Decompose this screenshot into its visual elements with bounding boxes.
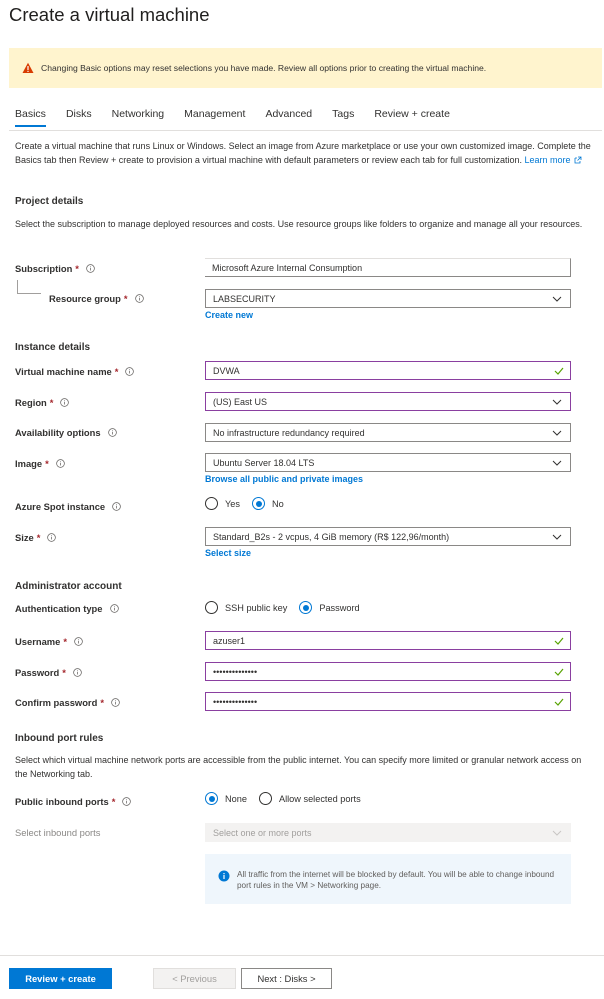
- chevron-down-icon: [552, 532, 562, 542]
- info-icon[interactable]: [47, 533, 56, 542]
- browse-images-link[interactable]: Browse all public and private images: [205, 474, 364, 484]
- info-filled-icon: [218, 870, 230, 882]
- learn-more-link[interactable]: Learn more: [525, 155, 582, 165]
- inbound-rules-desc: Select which virtual machine network ports are accessible from the public internet. You can specify more limited or granular network access on the Networking tab.: [15, 755, 582, 779]
- username-input[interactable]: azuser1: [205, 631, 571, 650]
- info-icon[interactable]: [108, 428, 117, 437]
- confirm-password-label: Confirm password *: [15, 695, 120, 709]
- chevron-down-icon: [552, 828, 562, 838]
- password-input[interactable]: ••••••••••••••: [205, 662, 571, 681]
- spot-no-radio[interactable]: [252, 497, 265, 510]
- chevron-down-icon: [552, 428, 562, 438]
- tab-networking[interactable]: Networking: [111, 108, 165, 120]
- resource-group-label: Resource group *: [49, 291, 144, 305]
- tab-disks[interactable]: Disks: [65, 108, 92, 120]
- warning-icon: [22, 62, 34, 74]
- username-label: Username *: [15, 634, 83, 648]
- ports-allow-label: Allow selected ports: [278, 793, 361, 804]
- previous-button[interactable]: < Previous: [153, 968, 236, 989]
- tab-tags[interactable]: Tags: [332, 108, 355, 120]
- info-icon[interactable]: [112, 502, 121, 511]
- region-label: Region *: [15, 395, 69, 409]
- info-icon[interactable]: [60, 398, 69, 407]
- vm-name-input[interactable]: DVWA: [205, 361, 571, 380]
- chevron-down-icon: [552, 458, 562, 468]
- warning-text: Changing Basic options may reset selections you have made. Review all options prior to creating the virtual machine.: [41, 63, 487, 73]
- footer-divider: [0, 955, 604, 956]
- password-label: Password *: [15, 665, 82, 679]
- project-details-title: Project details: [15, 196, 84, 207]
- page-title: Create a virtual machine: [9, 4, 210, 25]
- info-icon[interactable]: [122, 797, 131, 806]
- auth-radio-group: [205, 601, 372, 614]
- resource-group-select[interactable]: LABSECURITY: [205, 289, 571, 308]
- ports-allow-radio[interactable]: [259, 792, 272, 805]
- public-ports-label: Public inbound ports *: [15, 794, 131, 808]
- tab-divider: [9, 130, 602, 131]
- image-label: Image *: [15, 456, 65, 470]
- info-icon[interactable]: [110, 604, 119, 613]
- tab-basics[interactable]: Basics: [15, 108, 46, 130]
- availability-label: Availability options: [15, 425, 117, 439]
- size-label: Size *: [15, 530, 56, 544]
- chevron-down-icon: [552, 294, 562, 304]
- auth-ssh-radio[interactable]: [205, 601, 218, 614]
- select-ports-dropdown[interactable]: Select one or more ports: [205, 823, 571, 842]
- tab-management[interactable]: Management: [184, 108, 246, 120]
- availability-select[interactable]: No infrastructure redundancy required: [205, 423, 571, 442]
- select-size-link[interactable]: Select size: [205, 548, 252, 558]
- info-icon[interactable]: [135, 294, 144, 303]
- chevron-down-icon: [552, 397, 562, 407]
- next-disks-button[interactable]: Next : Disks >: [241, 968, 332, 989]
- project-details-desc: Select the subscription to manage deployed resources and costs. Use resource groups like folders to organize and manage all your resources.: [15, 219, 583, 229]
- create-new-link[interactable]: Create new: [205, 310, 254, 320]
- instance-details-title: Instance details: [15, 342, 91, 353]
- check-icon: [554, 636, 564, 646]
- info-icon[interactable]: [74, 637, 83, 646]
- tab-bar: [15, 108, 470, 130]
- inbound-rules-title: Inbound port rules: [15, 733, 104, 744]
- ports-none-radio[interactable]: [205, 792, 218, 805]
- tab-advanced[interactable]: Advanced: [265, 108, 313, 120]
- info-box: [205, 854, 571, 904]
- review-create-button[interactable]: Review + create: [9, 968, 112, 989]
- auth-password-label: Password: [319, 602, 360, 613]
- tab-review-create[interactable]: Review + create: [374, 108, 450, 120]
- check-icon: [554, 667, 564, 677]
- warning-banner: [9, 48, 602, 88]
- ports-none-label: None: [225, 793, 247, 804]
- spot-yes-label: Yes: [225, 498, 240, 509]
- confirm-password-input[interactable]: ••••••••••••••: [205, 692, 571, 711]
- info-icon[interactable]: [86, 264, 95, 273]
- vm-name-label: Virtual machine name *: [15, 364, 134, 378]
- image-select[interactable]: Ubuntu Server 18.04 LTS: [205, 453, 571, 472]
- subscription-label: Subscription *: [15, 261, 95, 275]
- tree-connector-horizontal: [17, 293, 41, 294]
- external-link-icon: [574, 156, 582, 164]
- subscription-select[interactable]: Microsoft Azure Internal Consumption: [205, 258, 571, 277]
- size-select[interactable]: Standard_B2s - 2 vcpus, 4 GiB memory (R$ 122,96/month): [205, 527, 571, 546]
- info-icon[interactable]: [125, 367, 134, 376]
- admin-account-title: Administrator account: [15, 581, 122, 592]
- intro-text: [15, 140, 595, 167]
- auth-type-label: Authentication type: [15, 601, 119, 615]
- spot-no-label: No: [272, 498, 284, 509]
- region-select[interactable]: (US) East US: [205, 392, 571, 411]
- public-ports-radio-group: [205, 792, 373, 805]
- auth-ssh-label: SSH public key: [225, 602, 288, 613]
- spot-yes-radio[interactable]: [205, 497, 218, 510]
- info-icon[interactable]: [56, 459, 65, 468]
- tree-connector: [17, 280, 18, 293]
- info-box-text: All traffic from the internet will be blocked by default. You will be able to change inbound port rules in the VM > Networking page.: [237, 870, 555, 890]
- spot-label: Azure Spot instance: [15, 499, 121, 513]
- auth-password-radio[interactable]: [299, 601, 312, 614]
- info-icon[interactable]: [73, 668, 82, 677]
- intro-body: Create a virtual machine that runs Linux or Windows. Select an image from Azure marketplace or use your own customized image. Complete the Basics tab then Review + create to provision a virtual machine with default parameters or review each tab for full customization.: [15, 141, 591, 165]
- info-icon[interactable]: [111, 698, 120, 707]
- select-ports-label: Select inbound ports: [15, 826, 101, 838]
- check-icon: [554, 366, 564, 376]
- spot-radio-group: [205, 497, 296, 510]
- check-icon: [554, 697, 564, 707]
